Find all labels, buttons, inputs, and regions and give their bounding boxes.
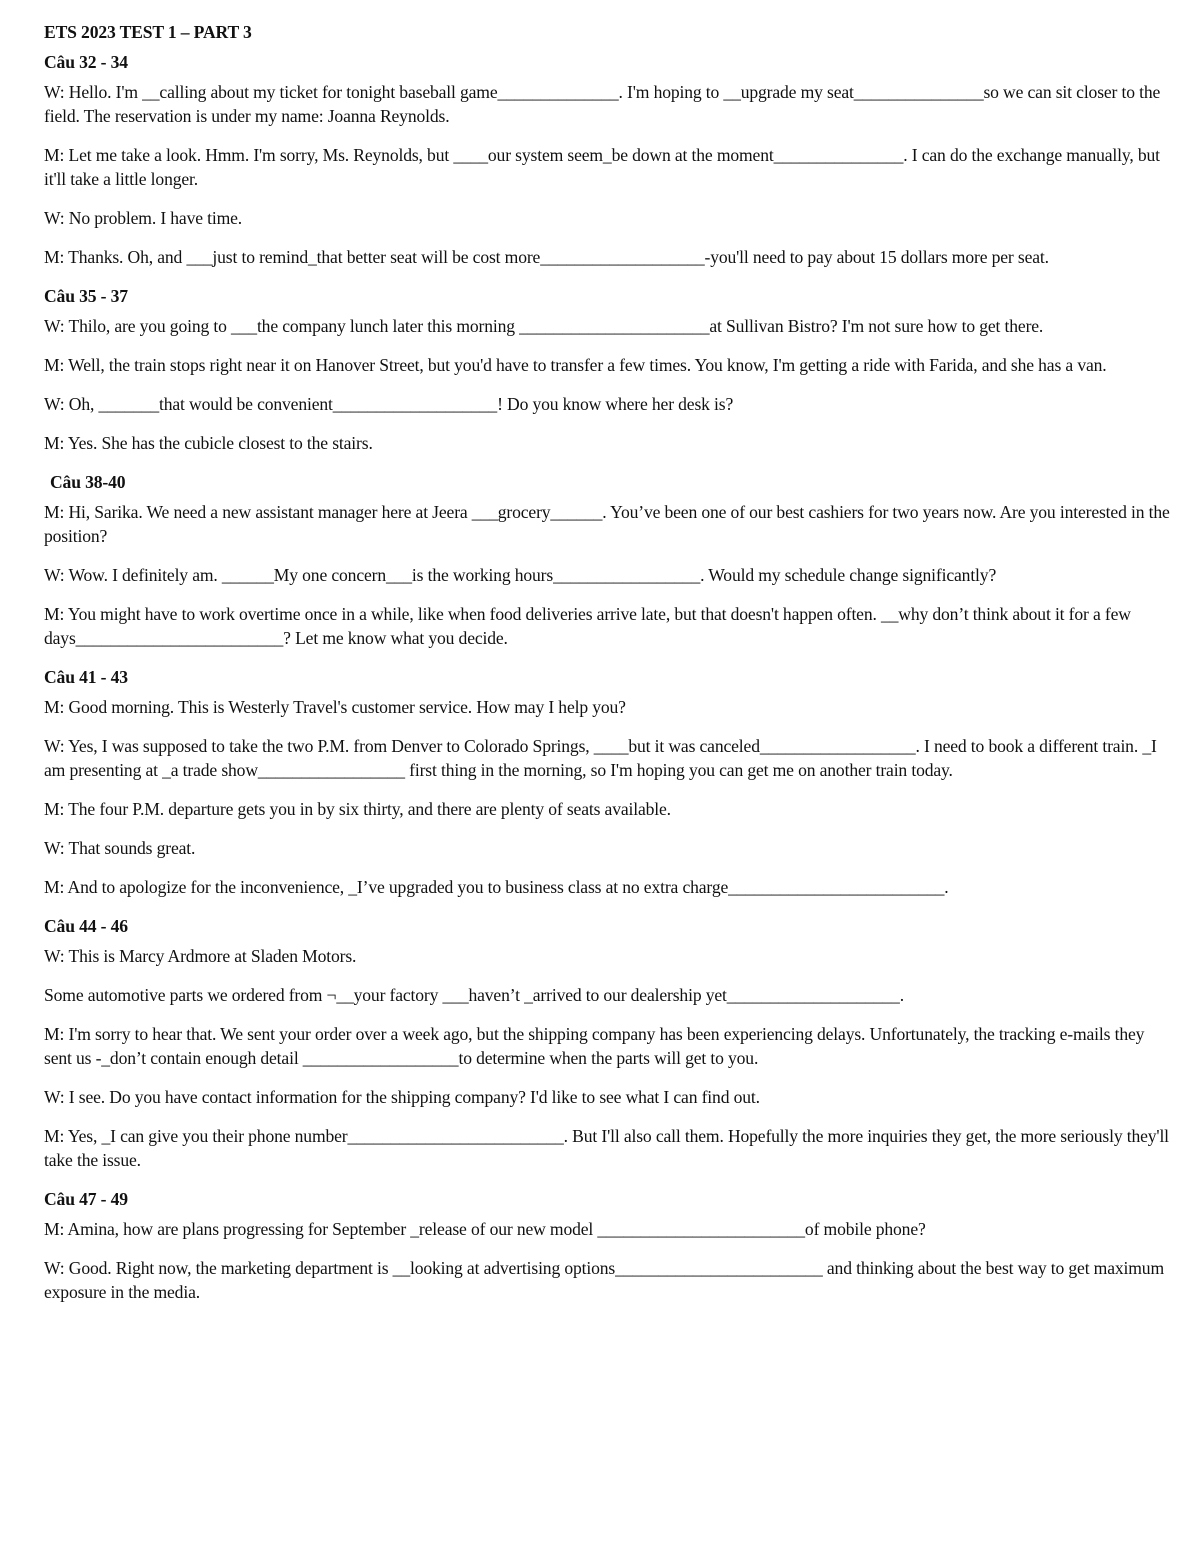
dialogue-line: W: Wow. I definitely am. ______My one concern___is the working hours_________________. Would my schedule change significantly? [44, 565, 997, 585]
dialogue-line: M: Thanks. Oh, and ___just to remind_that better seat will be cost more___________________-you'll need to pay about 15 dollars more per seat. [44, 247, 1049, 267]
dialogue-line: M: Hi, Sarika. We need a new assistant manager here at Jeera ___grocery______. You’ve been one of our best cashiers for two years now. Are you interested in the position? [44, 502, 1170, 546]
dialogue-line: M: Yes. She has the cubicle closest to the stairs. [44, 433, 373, 453]
dialogue-line: M: Yes, _I can give you their phone number_________________________. But I'll also call them. Hopefully the more inquiries they get, the more seriously they'll take the issue. [44, 1126, 1169, 1170]
dialogue-line: M: I'm sorry to hear that. We sent your order over a week ago, but the shipping company has been experiencing delays. Unfortunately, the tracking e-mails they sent us -_don’t contain enough detail __________________to determine when the parts will get to you. [44, 1024, 1145, 1068]
question-section [44, 50, 1170, 269]
dialogue-line: W: Yes, I was supposed to take the two P.M. from Denver to Colorado Springs, ____but it was canceled__________________. I need to book a different train. _I am presenting at _a trade show_________________ first thing in the morning, so I'm hoping you can get me on another train today. [44, 736, 1157, 780]
dialogue-line: Some automotive parts we ordered from ¬__your factory ___haven’t _arrived to our dealership yet____________________. [44, 985, 904, 1005]
dialogue-line: W: Oh, _______that would be convenient___________________! Do you know where her desk is? [44, 394, 734, 414]
question-section [44, 470, 1170, 650]
question-section [44, 665, 1170, 899]
dialogue-line: W: This is Marcy Ardmore at Sladen Motors. [44, 946, 357, 966]
dialogue-line: W: That sounds great. [44, 838, 196, 858]
question-section [44, 1187, 1170, 1304]
sections-container [44, 50, 1170, 1304]
section-heading: Câu 44 - 46 [44, 916, 128, 936]
dialogue-line: W: I see. Do you have contact information for the shipping company? I'd like to see what I can find out. [44, 1087, 760, 1107]
question-section [44, 914, 1170, 1172]
dialogue-line: W: Thilo, are you going to ___the company lunch later this morning ______________________at Sullivan Bistro? I'm not sure how to get there. [44, 316, 1044, 336]
document-title: ETS 2023 TEST 1 – PART 3 [44, 22, 252, 42]
dialogue-line: M: You might have to work overtime once in a while, like when food deliveries arrive late, but that doesn't happen often. __why don’t think about it for a few days________________________? Let me know what you decide. [44, 604, 1131, 648]
dialogue-line: W: Hello. I'm __calling about my ticket for tonight baseball game______________. I'm hoping to __upgrade my seat_______________so we can sit closer to the field. The reservation is under my name: Joanna Reynolds. [44, 82, 1161, 126]
dialogue-line: M: Let me take a look. Hmm. I'm sorry, Ms. Reynolds, but ____our system seem_be down at the moment_______________. I can do the exchange manually, but it'll take a little longer. [44, 145, 1160, 189]
question-section [44, 284, 1170, 455]
dialogue-line: M: And to apologize for the inconvenience, _I’ve upgraded you to business class at no extra charge_________________________. [44, 877, 949, 897]
dialogue-line: M: Well, the train stops right near it on Hanover Street, but you'd have to transfer a few times. You know, I'm getting a ride with Farida, and she has a van. [44, 355, 1107, 375]
section-heading: Câu 35 - 37 [44, 286, 128, 306]
dialogue-line: M: Good morning. This is Westerly Travel's customer service. How may I help you? [44, 697, 626, 717]
dialogue-line: M: Amina, how are plans progressing for September _release of our new model ________________________of mobile phone? [44, 1219, 926, 1239]
dialogue-line: W: Good. Right now, the marketing department is __looking at advertising options________________________ and thinking about the best way to get maximum exposure in the media. [44, 1258, 1164, 1302]
section-heading: Câu 38-40 [50, 472, 126, 492]
dialogue-line: M: The four P.M. departure gets you in by six thirty, and there are plenty of seats available. [44, 799, 671, 819]
section-heading: Câu 47 - 49 [44, 1189, 128, 1209]
dialogue-line: W: No problem. I have time. [44, 208, 243, 228]
section-heading: Câu 32 - 34 [44, 52, 128, 72]
section-heading: Câu 41 - 43 [44, 667, 128, 687]
